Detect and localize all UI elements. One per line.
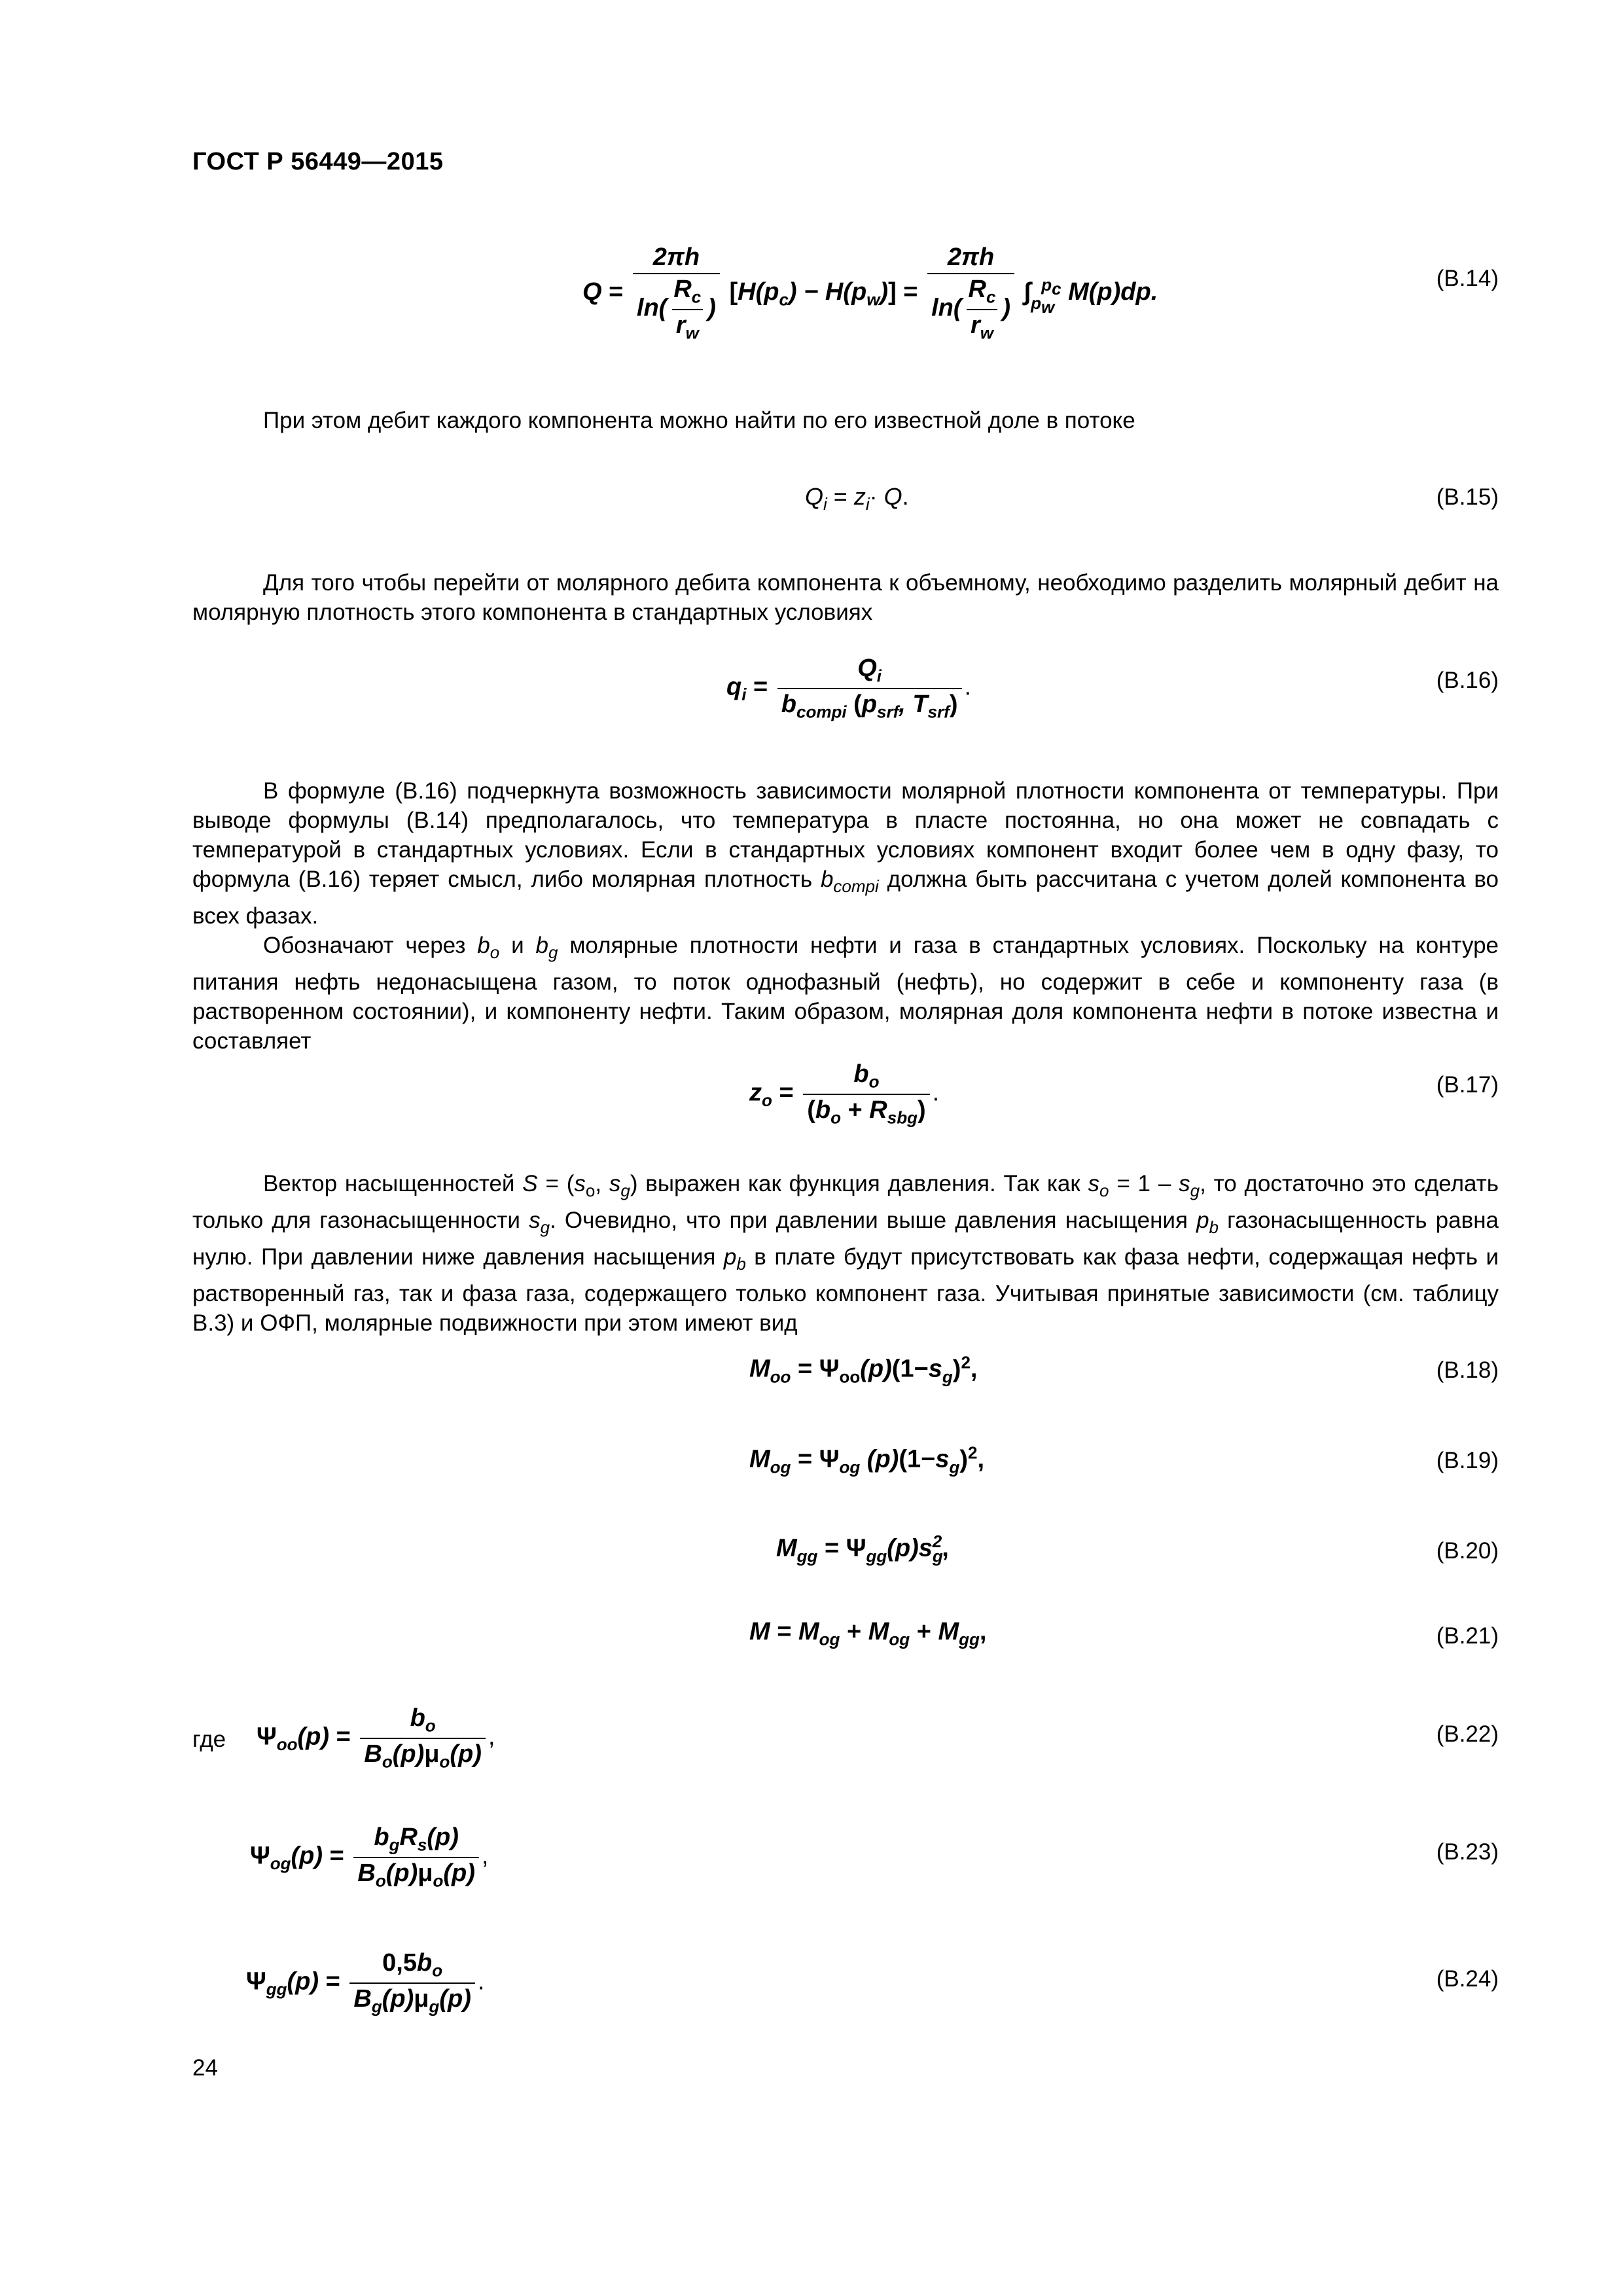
subscript-compi: compi [833,876,879,896]
paragraph-component-rate [192,406,1499,435]
paragraph-saturation-vector [192,1169,1499,1338]
formula-b17: $z_o$ = $\frac{b_o}{(b_o + R_{sbg})}$ . [749,1060,940,1128]
equation-number-b21: (В.21) [1436,1623,1499,1649]
equation-number-b20: (В.20) [1436,1538,1499,1564]
formula-b14: Q = 2πh ln( $\frac{R_c}{r_w}$ ) $[H(p_c) - H(p_w)]$ = 2πh ln( $\frac{R_c}{r_w}$ ) $\int_{p_w}^{p_c}$ M(p)dp. [582,243,1158,343]
formula-b16: $q_i$ = $\frac{Q_i}{b_{compi} (p_{srf}, T_{srf})}$ . [726,655,972,722]
document-code-header: ГОСТ Р 56449—2015 [192,148,444,175]
paragraph-text-part: Обозначают через [263,933,478,958]
paragraph-text [192,776,1499,931]
formula-b21: $M = M_{og} + M_{og} + M_{gg}$, [749,1618,987,1649]
paragraph-text-part: В формуле (В.16) подчеркнута возможность зависимости молярной плотности компонента от температуры. При выводе формулы (В.14) предполагалось, что температура в пласте постоянна, но она может не совпадать с температурой в стандартных условиях. Если в стандартных условиях компонент входит более чем в одну фазу, то формула (В.16) теряет смысл, либо молярная плотность [192,778,1499,892]
paragraph-text: Обозначают через $b_o$ и $b_g$ молярные плотности нефти и газа в стандартных условиях. Поскольку на контуре питания нефть недонасыщена газом, то поток однофазный (нефть), но содержит в себе и компоненту газа (в растворенном состоянии), и компоненту нефти. Таким образом, молярная доля компонента нефти в потоке известна и составляет [192,933,1499,1054]
equation-number-b23: (В.23) [1436,1839,1499,1865]
paragraph-text-part: Вектор насыщенностей [263,1171,523,1196]
paragraph-text-part: , то достаточно это сделать только для газонасыщенности [192,1171,1499,1233]
where-label: где [192,1727,226,1752]
paragraph-text: Для того чтобы перейти от молярного дебита компонента к объемному, необходимо разделить молярный дебит на молярную плотность этого компонента в стандартных условиях [192,570,1499,625]
equation-number-b24: (В.24) [1436,1966,1499,1992]
equation-number-b19: (В.19) [1436,1448,1499,1473]
paragraph-text: Вектор насыщенностей $S = (s_o$, $s_g$) выражен как функция давления. Так как $s_o = 1 - s_g$, то достаточно это сделать только для газонасыщенности $s_g$. Очевидно, что при давлении выше давления насыщения $p_b$ газонасыщенность равна нулю. При давлении ниже давления насыщения $p_b$ в плате будут присутствовать как фаза нефти, содержащая нефть и растворенный газ, так и фаза газа, содержащего только компонент газа. Учитывая принятые зависимости (см. таблицу В.3) и ОФП, молярные подвижности при этом имеют вид [192,1171,1499,1336]
paragraph-text-part: . Очевидно, что при давлении выше давления насыщения [550,1208,1197,1233]
formula-b15: $Q_i = z_i\cdot Q$. [805,483,909,514]
equation-number-b22: (В.22) [1436,1721,1499,1747]
equation-number-b14: (В.14) [1436,266,1499,291]
formula-b22: $\Psi_{oo}(p)$ = $\frac{b_o}{B_o(p)\mu_o(p)}$ , [257,1704,495,1772]
paragraph-text-part: выражен как функция давления. Так как [637,1171,1088,1196]
paragraph-molar-to-volume [192,568,1499,627]
formula-b23: $\Psi_{og}(p)$ = $\frac{b_gR_s(p)}{B_o(p)\mu_o(p)}$ , [250,1823,489,1891]
paragraph-formula-discussion [192,776,1499,1056]
paragraph-text-part: молярные плотности нефти и газа в стандартных условиях. Поскольку на контуре питания нефть недонасыщена газом, то поток однофазный (нефть), но содержит в себе и компоненту газа (в растворенном состоянии), и компоненту нефти. Таким образом, молярная доля компонента нефти в потоке известна и составляет [192,933,1499,1054]
equation-number-b16: (В.16) [1436,668,1499,693]
paragraph-text-part: газонасыщенность равна нулю. При давлении ниже давления насыщения [192,1208,1499,1270]
formula-b18: $M_{oo} = \Psi_{oo}(p)(1-s_g)^2$, [749,1352,978,1387]
paragraph-text-part: в плате будут присутствовать как фаза нефти, содержащая нефть и растворенный газ, так и фаза газа, содержащего только компонент газа. Учитывая принятые зависимости (см. таблицу В.3) и ОФП, молярные подвижности при этом имеют вид [192,1244,1499,1336]
variable-b: b [820,867,834,892]
equation-number-b17: (В.17) [1436,1072,1499,1098]
formula-b24: $\Psi_{gg}(p)$ = $\frac{0,5b_o}{B_g(p)\mu_g(p)}$ . [246,1949,485,2017]
equation-number-b18: (В.18) [1436,1357,1499,1383]
equation-number-b15: (В.15) [1436,484,1499,510]
page-number: 24 [192,2055,218,2081]
formula-b20: $M_{gg} = \Psi_{gg}(p)s_g^2$, [776,1532,949,1566]
paragraph-text: При этом дебит каждого компонента можно найти по его известной доле в потоке [263,408,1135,433]
paragraph-text-part: должна быть рассчитана с учетом долей компонента во всех фазах. [192,867,1499,929]
formula-b19: $M_{og} = \Psi_{og}$ $(p)(1-s_g)^2$, [749,1443,985,1477]
